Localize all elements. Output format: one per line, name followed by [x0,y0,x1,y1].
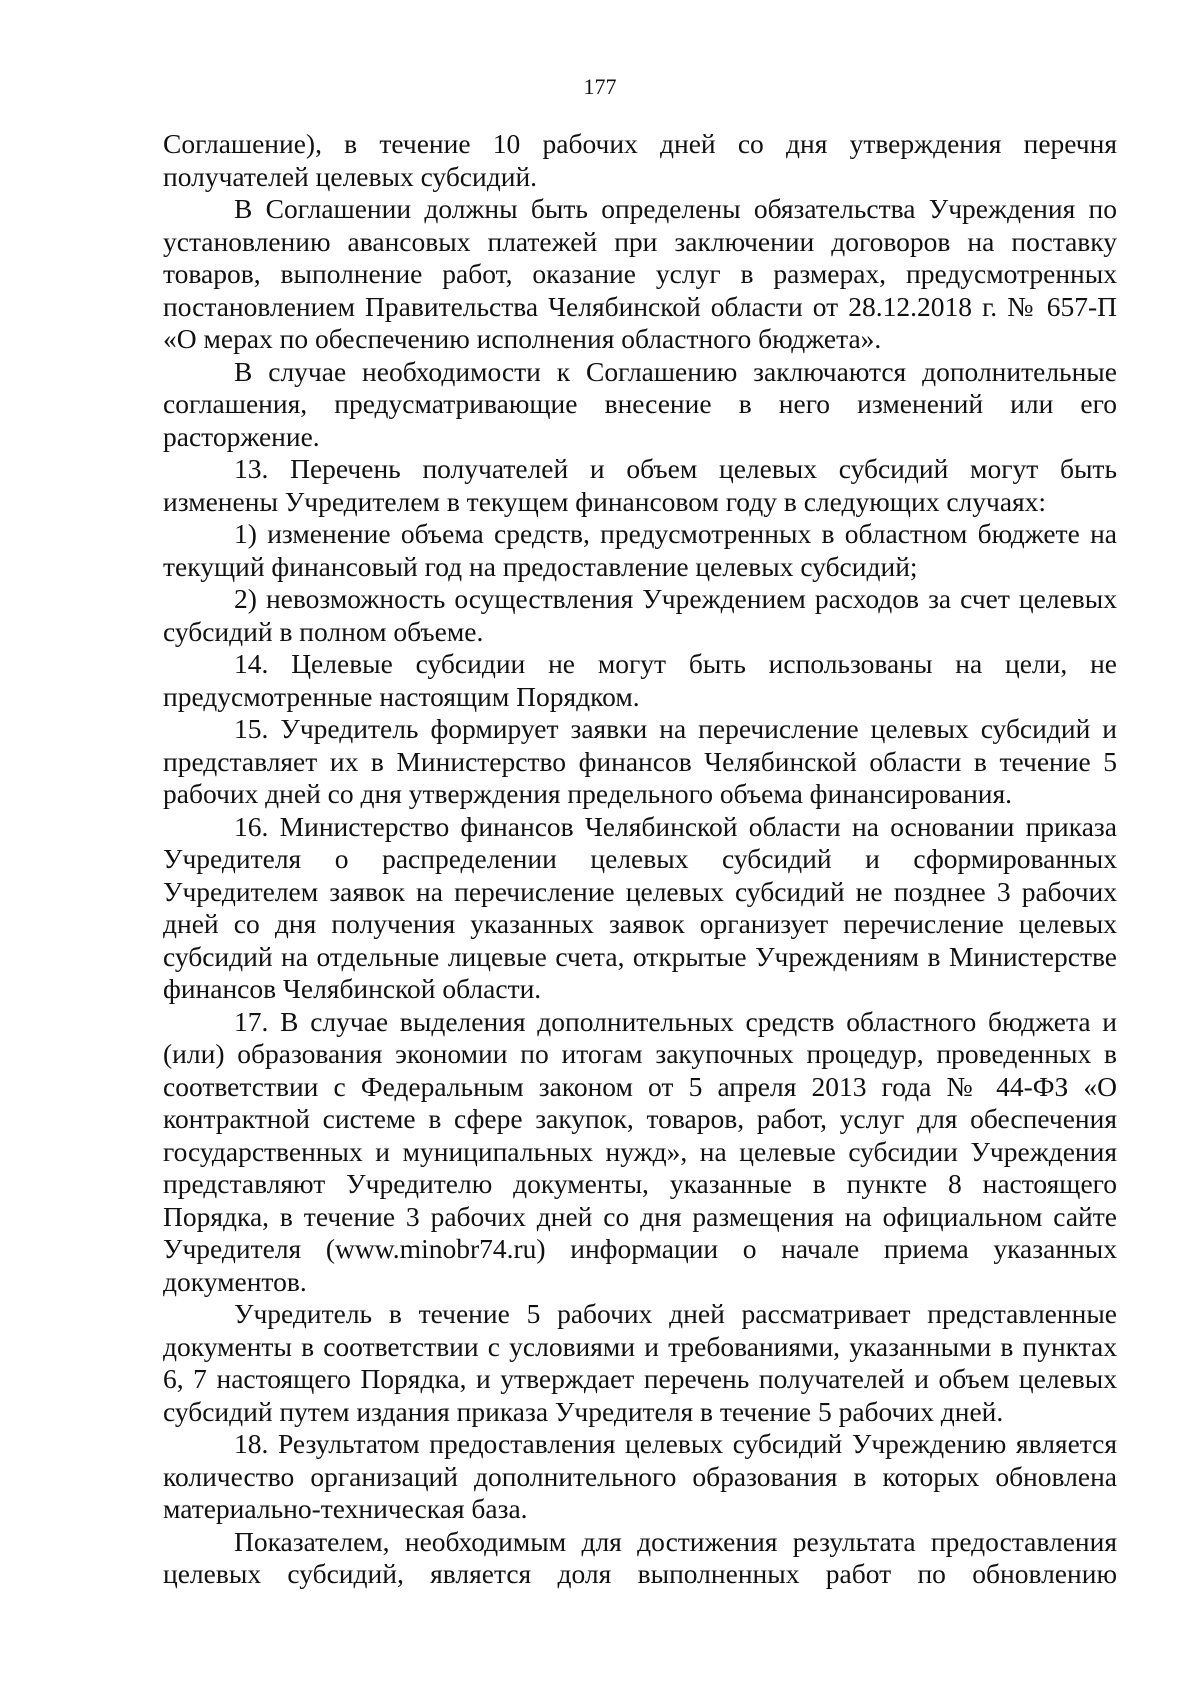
page-number: 177 [583,74,617,99]
document-body [163,128,1117,1591]
paragraph-agreement-deadline: Соглашение), в течение 10 рабочих дней со дня утверждения перечня получателей целевых субсидий. [163,128,1117,192]
paragraph-item-17: 17. В случае выделения дополнительных средств областного бюджета и (или) образования экономии по итогам закупочных процедур, проведенных в соответствии с Федеральным законом от 5 апреля 2013 года № 44-ФЗ «О контрактной системе в сфере закупок, товаров, работ, услуг для обеспечения государственных и муниципальных нужд», на целевые субсидии Учреждения представляют Учредителю документы, указанные в пункте 8 настоящего Порядка, в течение 3 рабочих дней со дня размещения на официальном сайте Учредителя (www.minobr74.ru) информации о начале приема указанных документов. [163,1005,1117,1297]
paragraph-item-13-case-2: 2) невозможность осуществления Учреждением расходов за счет целевых субсидий в полном объеме. [163,583,1117,647]
paragraph-founder-review: Учредитель в течение 5 рабочих дней рассматривает представленные документы в соответствии с условиями и требованиями, указанными в пунктах 6, 7 настоящего Порядка, и утверждает перечень получателей и объем целевых субсидий путем издания приказа Учредителя в течение 5 рабочих дней. [163,1298,1117,1427]
paragraph-item-16: 16. Министерство финансов Челябинской области на основании приказа Учредителя о распределении целевых субсидий и сформированных Учредителем заявок на перечисление целевых субсидий не позднее 3 рабочих дней со дня получения указанных заявок организует перечисление целевых субсидий на отдельные лицевые счета, открытые Учреждениям в Министерстве финансов Челябинской области. [163,810,1117,1004]
paragraph-item-15: 15. Учредитель формирует заявки на перечисление целевых субсидий и представляет их в Министерство финансов Челябинской области в течение 5 рабочих дней со дня утверждения предельного объема финансирования. [163,713,1117,809]
paragraph-advance-payments: В Соглашении должны быть определены обязательства Учреждения по установлению авансовых платежей при заключении договоров на поставку товаров, выполнение работ, оказание услуг в размерах, предусмотренных постановлением Правительства Челябинской области от 28.12.2018 г. № 657-П «О мерах по обеспечению исполнения областного бюджета». [163,193,1117,354]
paragraph-item-14: 14. Целевые субсидии не могут быть использованы на цели, не предусмотренные настоящим Порядком. [163,648,1117,712]
paragraph-item-13: 13. Перечень получателей и объем целевых субсидий могут быть изменены Учредителем в текущем финансовом году в следующих случаях: [163,453,1117,517]
paragraph-additional-agreements: В случае необходимости к Соглашению заключаются дополнительные соглашения, предусматривающие внесение в него изменений или его расторжение. [163,355,1117,452]
paragraph-indicator: Показателем, необходимым для достижения результата предоставления целевых субсидий, является доля выполненных работ по обновлению [163,1525,1117,1589]
paragraph-item-13-case-1: 1) изменение объема средств, предусмотренных в областном бюджете на текущий финансовый год на предоставление целевых субсидий; [163,518,1117,582]
paragraph-item-18: 18. Результатом предоставления целевых субсидий Учреждению является количество организаций дополнительного образования в которых обновлена материально-техническая база. [163,1428,1117,1524]
